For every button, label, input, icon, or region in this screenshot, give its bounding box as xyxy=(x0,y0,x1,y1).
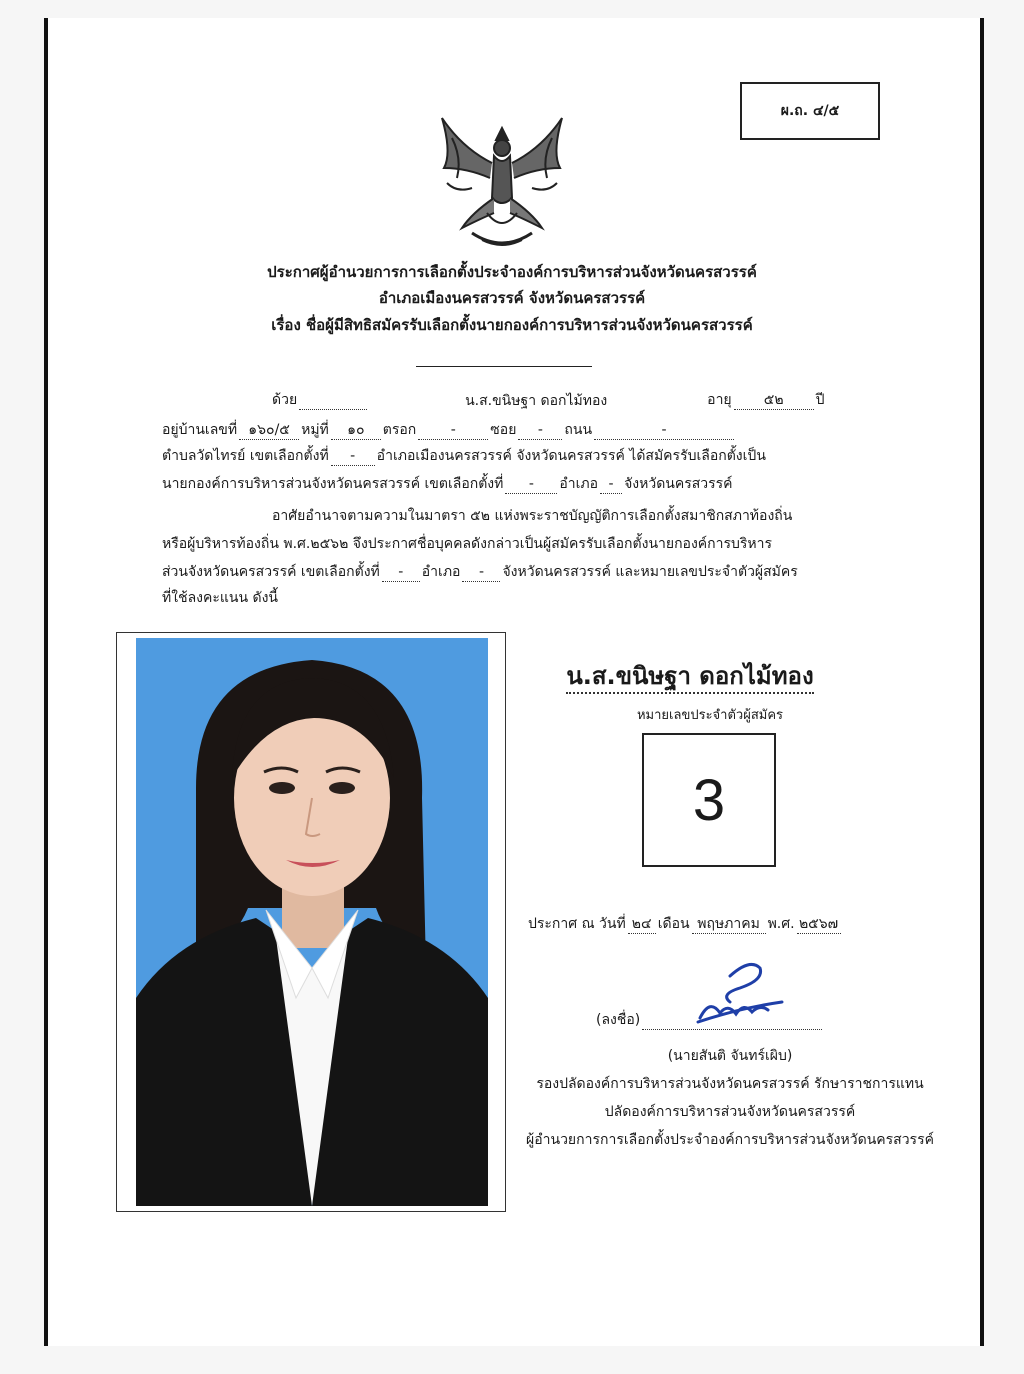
announcement-date xyxy=(528,914,843,934)
moo-number: ๑๐ xyxy=(347,422,365,438)
district-line xyxy=(162,446,766,466)
label-position-zone: นายกองค์การบริหารส่วนจังหวัดนครสวรรค์ เขตเลือกตั้งที่ xyxy=(162,476,504,492)
applicant-line xyxy=(272,390,825,410)
candidate-number-label: หมายเลขประจำตัวผู้สมัคร xyxy=(636,708,784,723)
announce-month-label: เดือน xyxy=(657,916,690,932)
label-house: อยู่บ้านเลขที่ xyxy=(162,422,238,438)
para2-province-label: จังหวัดนครสวรรค์ และหมายเลขประจำตัวผู้สมัคร xyxy=(502,564,798,580)
signer-position-2: ปลัดองค์การบริหารส่วนจังหวัดนครสวรรค์ xyxy=(604,1104,856,1120)
road-value: - xyxy=(661,422,667,438)
position-line xyxy=(162,474,733,494)
para2-line4: ที่ใช้ลงคะแนน ดังนี้ xyxy=(162,590,278,606)
candidate-number: 3 xyxy=(692,767,726,833)
signature-label: (ลงชื่อ) xyxy=(596,1012,641,1028)
candidate-name-heading xyxy=(500,656,880,695)
header-divider xyxy=(416,366,592,367)
announce-year: ๒๕๖๗ xyxy=(798,916,839,932)
label-moo: หมู่ที่ xyxy=(301,422,329,438)
label-trok: ตรอก xyxy=(382,422,417,438)
label-road: ถนน xyxy=(564,422,593,438)
para2-line1: อาศัยอำนาจตามความในมาตรา ๕๒ แห่งพระราชบัญญัติการเลือกตั้งสมาชิกสภาท้องถิ่น xyxy=(272,508,793,524)
signer-position-1: รองปลัดองค์การบริหารส่วนจังหวัดนครสวรรค์ รักษาราชการแทน xyxy=(536,1076,924,1092)
label-duay: ด้วย xyxy=(272,392,298,408)
announce-day: ๒๔ xyxy=(631,916,652,932)
label-province: จังหวัดนครสวรรค์ xyxy=(624,476,733,492)
applicant-name: น.ส.ขนิษฐา ดอกไม้ทอง xyxy=(465,393,608,409)
handwritten-signature xyxy=(690,958,790,1028)
label-subdistrict-zone: ตำบลวัดไทรย์ เขตเลือกตั้งที่ xyxy=(162,448,329,464)
label-age: อายุ xyxy=(707,392,732,408)
announce-year-label: พ.ศ. xyxy=(767,916,795,932)
label-district-applied: อำเภอเมืองนครสวรรค์ จังหวัดนครสวรรค์ ได้สมัครรับเลือกตั้งเป็น xyxy=(376,448,766,464)
address-line xyxy=(162,420,736,440)
district-value-2: - xyxy=(608,476,614,492)
header-title-3: เรื่อง ชื่อผู้มีสิทธิสมัครรับเลือกตั้งนายกองค์การบริหารส่วนจังหวัดนครสวรรค์ xyxy=(271,316,753,334)
para2-zone-label: ส่วนจังหวัดนครสวรรค์ เขตเลือกตั้งที่ xyxy=(162,564,380,580)
header-title-2: อำเภอเมืองนครสวรรค์ จังหวัดนครสวรรค์ xyxy=(378,289,646,307)
label-soi: ซอย xyxy=(490,422,517,438)
zone-value-1: - xyxy=(350,448,356,464)
signer-name: (นายสันติ จันทร์เผิบ) xyxy=(667,1048,793,1064)
candidate-number-box xyxy=(642,733,776,867)
label-age-unit: ปี xyxy=(815,392,825,408)
house-number: ๑๖๐/๕ xyxy=(248,422,290,438)
label-amphoe: อำเภอ xyxy=(559,476,599,492)
zone-value-2: - xyxy=(528,476,534,492)
applicant-age: ๕๒ xyxy=(763,392,784,408)
trok-value: - xyxy=(450,422,456,438)
header-title-1: ประกาศผู้อำนวยการการเลือกตั้งประจำองค์การบริหารส่วนจังหวัดนครสวรรค์ xyxy=(267,263,757,281)
zone-value-3: - xyxy=(398,564,404,580)
para2-line3 xyxy=(162,562,798,582)
garuda-emblem-icon xyxy=(432,108,572,253)
announce-month: พฤษภาคม xyxy=(697,916,760,932)
announce-prefix: ประกาศ ณ วันที่ xyxy=(528,916,626,932)
form-code-box xyxy=(740,82,880,140)
candidate-photo xyxy=(136,638,488,1206)
district-value-3: - xyxy=(478,564,484,580)
signer-position-3: ผู้อำนวยการการเลือกตั้งประจำองค์การบริหารส่วนจังหวัดนครสวรรค์ xyxy=(526,1132,934,1148)
para2-amphoe-label: อำเภอ xyxy=(421,564,461,580)
form-code: ผ.ถ. ๔/๕ xyxy=(780,103,840,119)
soi-value: - xyxy=(537,422,543,438)
candidate-name: น.ส.ขนิษฐา ดอกไม้ทอง xyxy=(566,662,813,694)
para2-line2: หรือผู้บริหารท้องถิ่น พ.ศ.๒๕๖๒ จึงประกาศชื่อบุคคลดังกล่าวเป็นผู้สมัครรับเลือกตั้งนายกองค์การบริหาร xyxy=(162,536,773,552)
